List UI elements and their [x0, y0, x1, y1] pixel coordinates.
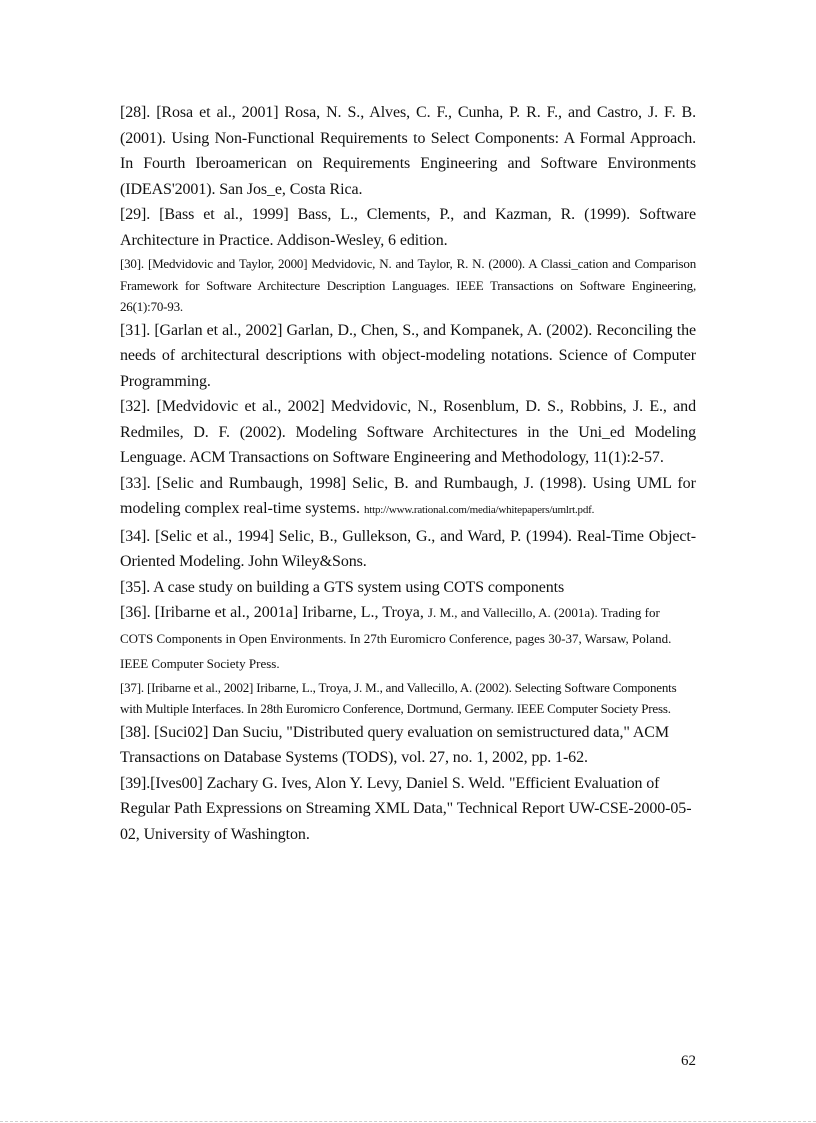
reference-29: [29]. [Bass et al., 1999] Bass, L., Clements, P., and Kazman, R. (1999). Software Architecture in Practice. Addison-Wesley, 6 edition. [120, 206, 696, 249]
reference-32: [32]. [Medvidovic et al., 2002] Medvidovic, N., Rosenblum, D. S., Robbins, J. E., and Redmiles, D. F. (2002). Modeling Software Architectures in the Uni_ed Modeling Lenguage. ACM Transactions on Software Engineering and Methodology, 11(1):2-57. [120, 398, 696, 466]
reference-38: [38]. [Suci02] Dan Suciu, "Distributed query evaluation on semistructured data," ACM Transactions on Database Systems (TODS), vol. 27, no. 1, 2002, pp. 1-62. [120, 723, 669, 766]
reference-28: [28]. [Rosa et al., 2001] Rosa, N. S., Alves, C. F., Cunha, P. R. F., and Castro, J. F. B. (2001). Using Non-Functional Requirements to Select Components: A Formal Approach. In Fourth Iberoamerican on Requirements Engineering and Software Environments (IDEAS'2001). San Jos_e, Costa Rica. [120, 104, 696, 198]
reference-36-text-small: J. M., and Vallecillo, A. (2001a). Trading for COTS Components in Open Environments. In 27th Euromicro Conference, pages 30-37, Warsaw, Poland. IEEE Computer Society Press. [120, 605, 672, 671]
reference-list [120, 100, 696, 847]
reference-39: [39].[Ives00] Zachary G. Ives, Alon Y. Levy, Daniel S. Weld. "Efficient Evaluation of Regular Path Expressions on Streaming XML Data," Technical Report UW-CSE-2000-05-02, University of Washington. [120, 774, 692, 843]
reference-31: [31]. [Garlan et al., 2002] Garlan, D., Chen, S., and Kompanek, A. (2002). Reconciling the needs of architectural descriptions with object-modeling notations. Science of Computer Programming. [120, 321, 696, 390]
reference-35: [35]. A case study on building a GTS system using COTS components [120, 578, 565, 596]
reference-33-text: [33]. [Selic and Rumbaugh, 1998] Selic, B. and Rumbaugh, J. (1998). Using UML for modeling complex real-time systems. [120, 474, 696, 517]
page-number: 62 [681, 1053, 696, 1069]
reference-36-text: [36]. [Iribarne et al., 2001a] Iribarne, L., Troya, [120, 604, 424, 621]
reference-33 [120, 471, 696, 524]
reference-37: [37]. [Iribarne et al., 2002] Iribarne, L., Troya, J. M., and Vallecillo, A. (2002). Selecting Software Components with Multiple Interfaces. In 28th Euromicro Conference, Dortmund, Germany. IEEE Computer Society Press. [120, 679, 677, 716]
page-bottom-edge [0, 1121, 816, 1122]
reference-33-url: http://www.rational.com/media/whitepapers/umlrt.pdf. [363, 504, 595, 516]
reference-30: [30]. [Medvidovic and Taylor, 2000] Medvidovic, N. and Taylor, R. N. (2000). A Classi_cation and Comparison Framework for Software Architecture Description Languages. IEEE Transactions on Software Engineering, 26(1):70-93. [120, 256, 696, 314]
reference-34: [34]. [Selic et al., 1994] Selic, B., Gullekson, G., and Ward, P. (1994). Real-Time Object-Oriented Modeling. John Wiley&Sons. [120, 527, 696, 570]
reference-36 [120, 600, 696, 677]
